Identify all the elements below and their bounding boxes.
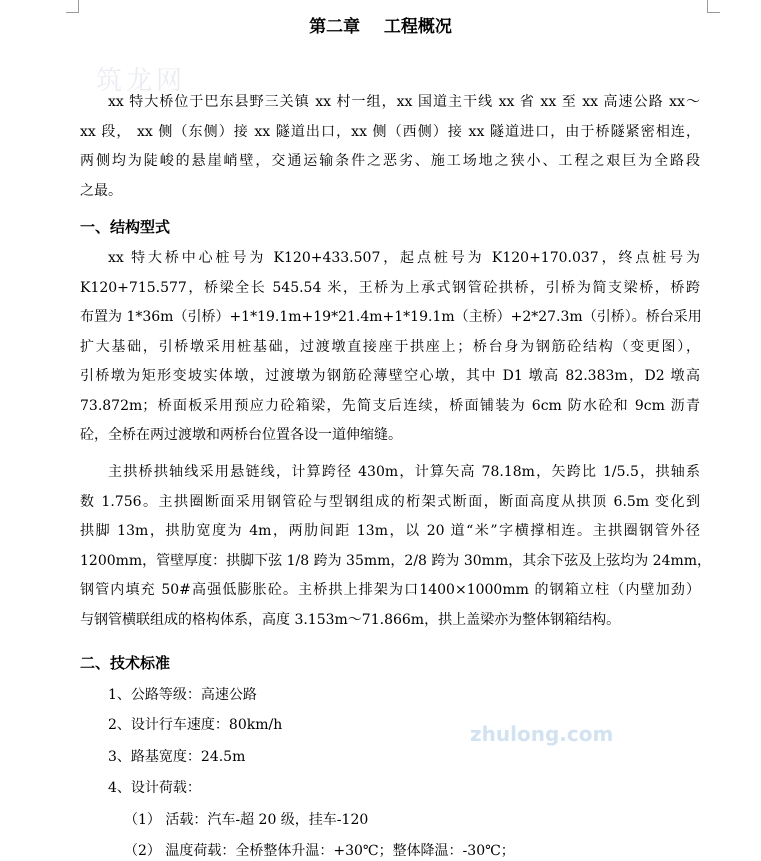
paragraph-line: 1200mm，管壁厚度：拱脚下弦 1/8 跨为 35mm，2/8 跨为 30mm，其余下弦及上弦均为 24mm， bbox=[80, 552, 712, 569]
intro-line: 两侧均为陡峻的悬崖峭壁，交通运输条件之恶劣、施工场地之狭小、工程之艰巨为全路段 bbox=[80, 153, 700, 169]
paragraph-line: 砼，全桥在两过渡墩和两桥台位置各设一道伸缩缝。 bbox=[80, 427, 402, 443]
standard-item-design-load: 4、设计荷载： bbox=[108, 780, 201, 796]
paragraph-line: 拱脚 13m，拱肋宽度为 4m，两肋间距 13m，以 20 道“米”字横撑相连。主拱圈钢管外径 bbox=[80, 523, 700, 539]
chapter-title: 第二章 工程概况 bbox=[309, 17, 452, 37]
section-heading-technical-standards: 二、技术标准 bbox=[80, 654, 171, 672]
structure-paragraph-2 bbox=[80, 458, 712, 635]
intro-line: xx 特大桥位于巴东县野三关镇 xx 村一组，xx 国道主干线 xx 省 xx 至 xx 高速公路 xx～ bbox=[108, 94, 700, 110]
paragraph-line: 布置为 1*36m（引桥）+1*19.1m+19*21.4m+1*19.1m（主桥）+2*27.3m（引桥）。桥台采用 bbox=[80, 309, 702, 325]
intro-paragraph bbox=[80, 88, 700, 206]
paragraph-line: 73.872m；桥面板采用预应力砼箱梁，先简支后连续，桥面铺装为 6cm 防水砼和 9cm 沥青 bbox=[80, 397, 700, 414]
structure-paragraph-1 bbox=[80, 244, 700, 451]
intro-line: xx 段， xx 侧（东侧）接 xx 隧道出口，xx 侧（西侧）接 xx 隧道进口，由于桥隧紧密相连， bbox=[80, 123, 700, 140]
standard-item-subgrade-width: 3、路基宽度：24.5m bbox=[108, 749, 246, 765]
watermark-zhulong-com: zhulong.com bbox=[470, 722, 614, 746]
paragraph-line: K120+715.577，桥梁全长 545.54 米，王桥为上承式钢管砼拱桥，引桥为简支梁桥，桥跨 bbox=[80, 279, 700, 296]
standard-item-design-speed: 2、设计行车速度：80km/h bbox=[108, 717, 283, 733]
paragraph-line: 数 1.756。主拱圈断面采用钢管砼与型钢组成的桁架式断面，断面高度从拱顶 6.5m 变化到 bbox=[80, 493, 700, 510]
load-subitem-live-load: （1） 活载：汽车-超 20 级，挂车-120 bbox=[124, 812, 369, 828]
paragraph-line: 与钢管横联组成的格构体系，高度 3.153m～71.866m，拱上盖梁亦为整体钢箱结构。 bbox=[80, 611, 621, 628]
intro-line: 之最。 bbox=[80, 182, 122, 199]
standard-item-road-grade: 1、公路等级：高速公路 bbox=[108, 687, 257, 703]
section-heading-structure: 一、结构型式 bbox=[80, 218, 171, 236]
paragraph-line: xx 特大桥中心桩号为 K120+433.507，起点桩号为 K120+170.037，终点桩号为 bbox=[108, 250, 700, 266]
paragraph-line: 钢管内填充 50#高强低膨胀砼。主桥拱上排架为口1400×1000mm 的钢箱立柱（内壁加劲） bbox=[80, 582, 700, 598]
load-subitem-temperature: （2） 温度荷载：全桥整体升温：+30℃；整体降温：-30℃； bbox=[124, 843, 515, 859]
paragraph-line: 引桥墩为矩形变坡实体墩，过渡墩为钢筋砼薄壁空心墩，其中 D1 墩高 82.383m，D2 墩高 bbox=[80, 368, 700, 384]
paragraph-line: 主拱桥拱轴线采用悬链线，计算跨径 430m，计算矢高 78.18m，矢跨比 1/5.5，拱轴系 bbox=[108, 464, 700, 480]
paragraph-line: 扩大基础，引桥墩采用桩基础，过渡墩直接座于拱座上；桥台身为钢筋砼结构（变更图）， bbox=[80, 338, 700, 355]
watermark-zhulong-cn: 筑龙网 bbox=[96, 66, 187, 96]
